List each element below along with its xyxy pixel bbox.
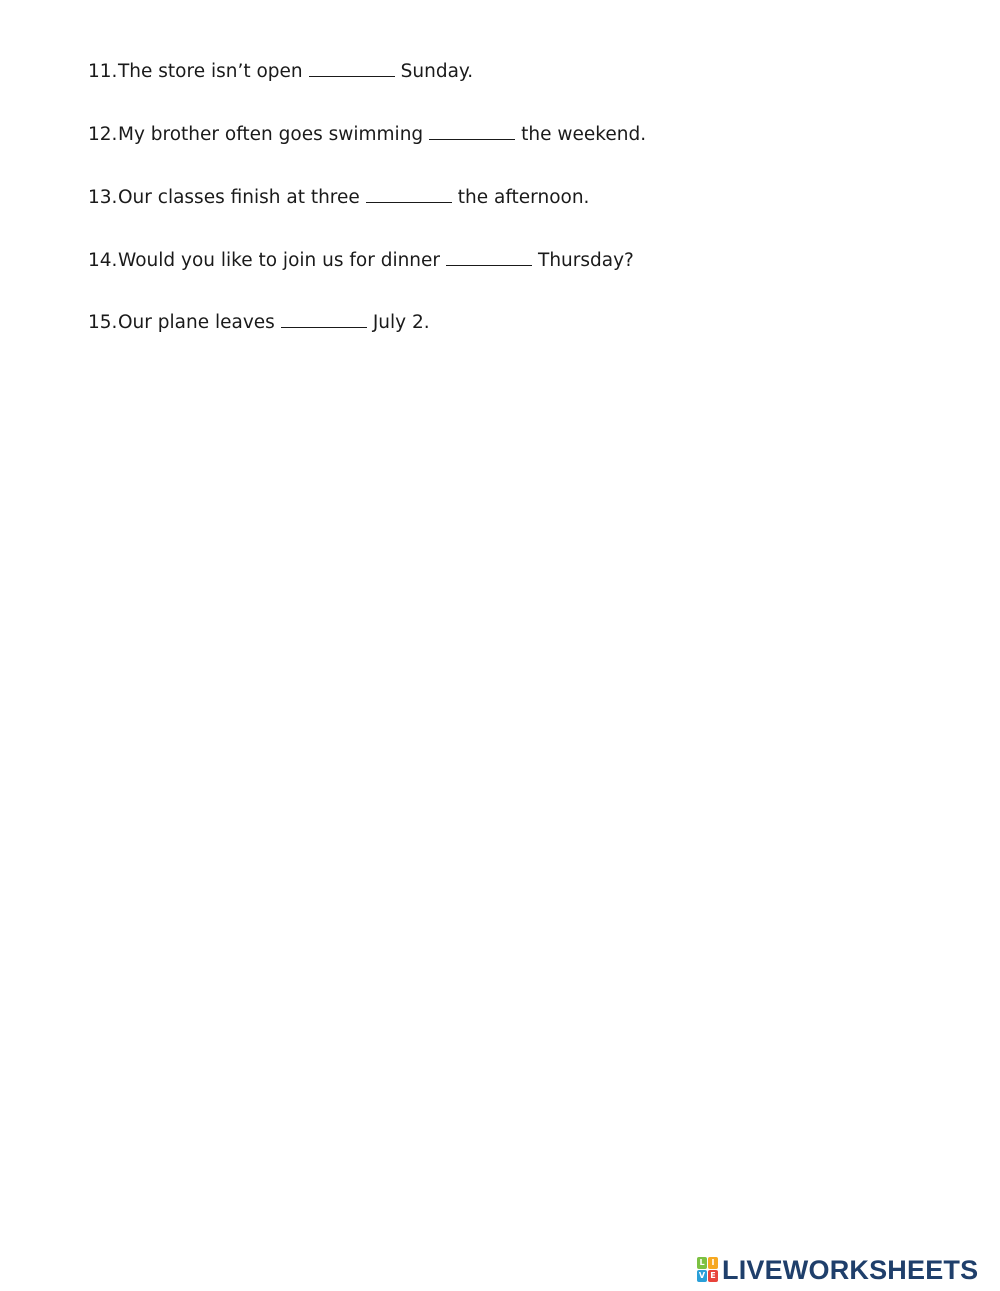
question-text-after: July 2.	[372, 312, 430, 333]
liveworksheets-logo-icon	[697, 1257, 719, 1283]
question-text-after: the weekend.	[521, 124, 647, 145]
logo-letter-l: L	[697, 1257, 707, 1269]
question-text-before: Would you like to join us for dinner	[118, 250, 441, 271]
logo-letter-v: V	[698, 1271, 706, 1280]
answer-blank[interactable]	[429, 125, 515, 140]
question-15	[88, 311, 430, 335]
question-text-after: the afternoon.	[457, 187, 590, 208]
liveworksheets-brand	[697, 1255, 978, 1285]
question-number: 13.	[88, 187, 118, 208]
question-number: 12.	[88, 124, 118, 145]
question-text-before: My brother often goes swimming	[118, 124, 424, 145]
question-text-before: Our classes finish at three	[118, 187, 360, 208]
answer-blank[interactable]	[281, 313, 367, 328]
answer-blank[interactable]	[309, 62, 395, 77]
brand-wordmark: LIVEWORKSHEETS	[722, 1254, 979, 1285]
logo-letter-e: E	[708, 1270, 718, 1282]
question-text-before: The store isn’t open	[118, 61, 303, 82]
question-number: 15.	[88, 312, 118, 333]
question-text-after: Thursday?	[538, 250, 634, 271]
question-13	[88, 186, 589, 210]
logo-letter-i: I	[708, 1257, 718, 1269]
question-12	[88, 123, 646, 147]
question-11	[88, 60, 473, 84]
question-number: 11.	[88, 61, 118, 82]
answer-blank[interactable]	[366, 188, 452, 203]
answer-blank[interactable]	[446, 251, 532, 266]
question-number: 14.	[88, 250, 118, 271]
question-text-before: Our plane leaves	[118, 312, 275, 333]
question-text-after: Sunday.	[400, 61, 474, 82]
question-14	[88, 249, 634, 273]
